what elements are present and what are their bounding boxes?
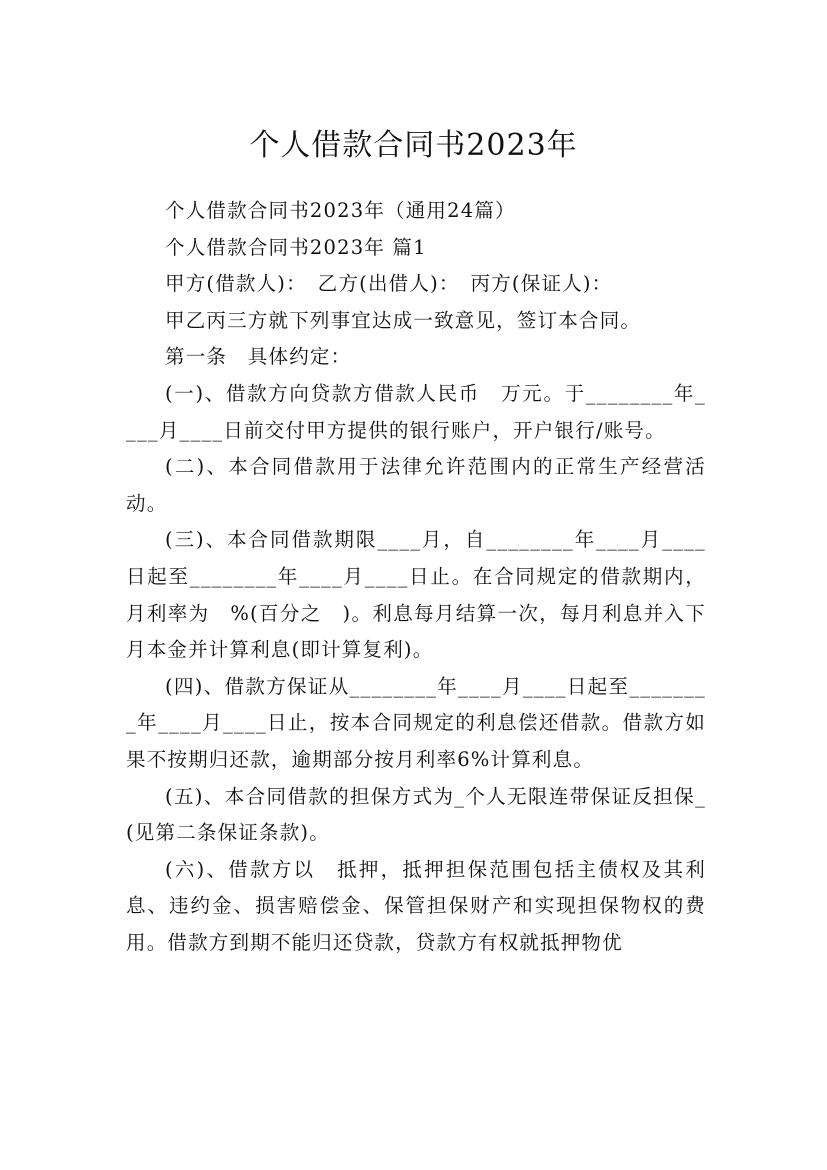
paragraph-clause-1: (一)、借款方向贷款方借款人民币 万元。于________年____月____日前交付甲方提供的银行账户，开户银行/账号。 xyxy=(126,381,706,442)
paragraph-clause-6: (六)、借款方以 抵押，抵押担保范围包括主债权及其利息、违约金、损害赔偿金、保管担保财产和实现担保物权的费用。借款方到期不能归还贷款，贷款方有权就抵押物优 xyxy=(126,857,706,954)
paragraph-clause-4: (四)、借款方保证从________年____月____日起至________年____月____日止，按本合同规定的利息偿还借款。借款方如果不按期归还款，逾期部分按月利率6%计算利息。 xyxy=(126,674,706,771)
paragraph-clause-5: (五)、本合同借款的担保方式为_个人无限连带保证反担保_(见第二条保证条款)。 xyxy=(126,784,706,845)
paragraph-clause-2: (二)、本合同借款用于法律允许范围内的正常生产经营活动。 xyxy=(126,455,706,515)
paragraph-section-title: 个人借款合同书2023年 篇1 xyxy=(165,235,427,259)
paragraph-heading: 个人借款合同书2023年（通用24篇） xyxy=(165,199,516,222)
paragraph-clause-3: (三)、本合同借款期限____月，自________年____月____日起至________年____月____日止。在合同规定的借款期内，月利率为 %(百分之 )。利息每月结算一次，每月利息并入下月本金并计算利息(即计算复利)。 xyxy=(126,528,706,662)
document-body xyxy=(126,193,706,961)
document-title: 个人借款合同书2023年 xyxy=(249,128,578,164)
paragraph-article-one: 第一条 具体约定： xyxy=(165,345,352,369)
paragraph-agreement: 甲乙丙三方就下列事宜达成一致意见，签订本合同。 xyxy=(165,308,642,332)
paragraph-parties: 甲方(借款人)： 乙方(出借人)： 丙方(保证人)： xyxy=(165,272,613,296)
